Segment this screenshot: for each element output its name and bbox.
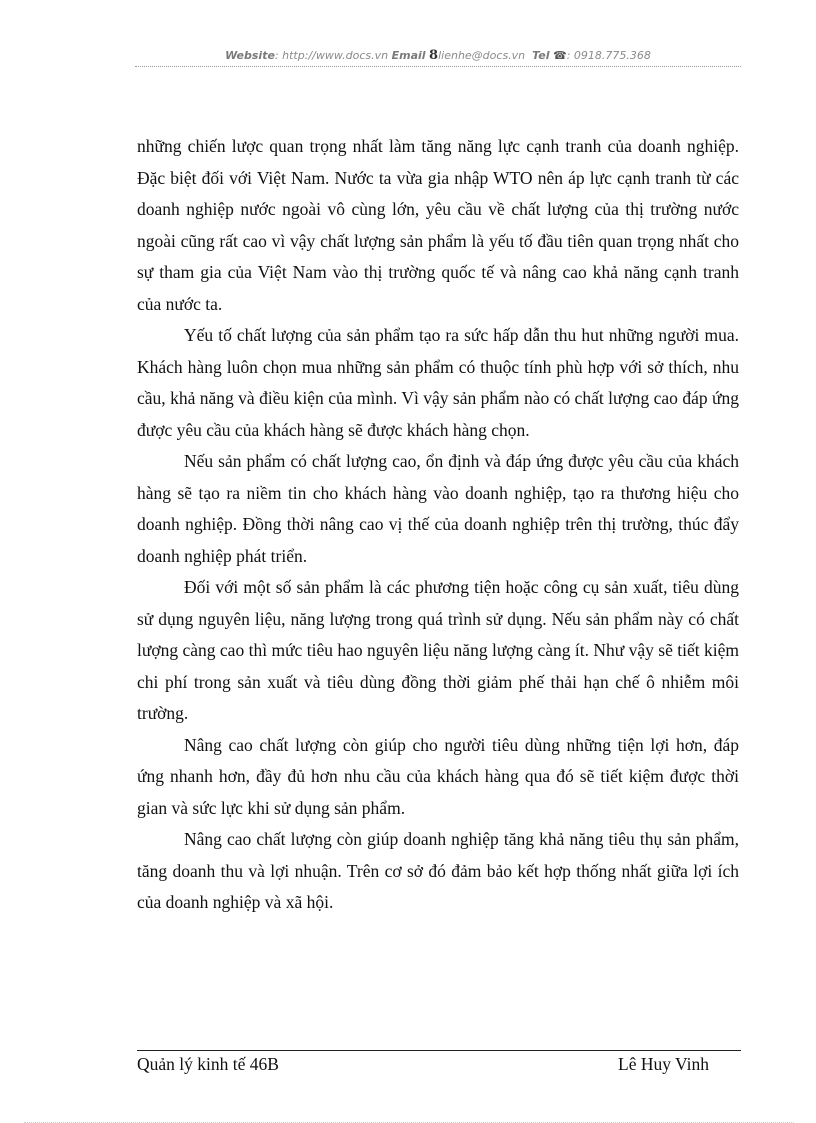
website-value: : http://www.docs.vn	[274, 49, 389, 62]
document-body	[137, 131, 739, 919]
website-label: Website	[225, 49, 275, 62]
paragraph: những chiến lược quan trọng nhất làm tăng năng lực cạnh tranh của doanh nghiệp. Đặc biệt đối với Việt Nam. Nước ta vừa gia nhập WTO nên áp lực cạnh tranh từ các doanh nghiệp nước ngoài vô cùng lớn, yêu cầu về chất lượng của thị trường nước ngoài cũng rất cao vì vậy chất lượng sản phẩm là yếu tố đầu tiên quan trọng nhất cho sự tham gia của Việt Nam vào thị trường quốc tế và nâng cao khả năng cạnh tranh của nước ta.	[137, 136, 739, 314]
tel-label: Tel	[532, 49, 550, 62]
footer-divider	[137, 1050, 741, 1051]
footer-author: Lê Huy Vinh	[618, 1054, 709, 1074]
paragraph: Nếu sản phẩm có chất lượng cao, ổn định và đáp ứng được yêu cầu của khách hàng sẽ tạo ra niềm tin cho khách hàng vào doanh nghiệp, tạo ra thương hiệu cho doanh nghiệp. Đồng thời nâng cao vị thế của doanh nghiệp trên thị trường, thúc đẩy doanh nghiệp phát triển.	[137, 451, 739, 566]
tel-value: : 0918.775.368	[566, 49, 651, 62]
email-value: lienhe@docs.vn	[438, 49, 526, 62]
paragraph: Nâng cao chất lượng còn giúp cho người tiêu dùng những tiện lợi hơn, đáp ứng nhanh hơn, đầy đủ hơn nhu cầu của khách hàng qua đó sẽ tiết kiệm được thời gian và sức lực khi sử dụng sản phẩm.	[137, 734, 739, 818]
page-header	[135, 48, 741, 63]
paragraph: Yếu tố chất lượng của sản phẩm tạo ra sức hấp dẫn thu hut những người mua. Khách hàng luôn chọn mua những sản phẩm có thuộc tính phù hợp với sở thích, nhu cầu, khả năng và điều kiện của mình. Vì vậy sản phẩm nào có chất lượng cao đáp ứng được yêu cầu của khách hàng sẽ được khách hàng chọn.	[137, 325, 739, 440]
paragraph: Đối với một số sản phẩm là các phương tiện hoặc công cụ sản xuất, tiêu dùng sử dụng nguyên liệu, năng lượng trong quá trình sử dụng. Nếu sản phẩm này có chất lượng càng cao thì mức tiêu hao nguyên liệu năng lượng càng ít. Như vậy sẽ tiết kiệm chi phí trong sản xuất và tiêu dùng đồng thời giảm phế thải hạn chế ô nhiễm môi trường.	[137, 577, 739, 723]
email-icon: 8	[429, 48, 439, 63]
header-divider	[135, 66, 741, 67]
phone-icon: ☎	[552, 49, 567, 62]
email-label: Email	[391, 49, 426, 62]
footer-class: Quản lý kinh tế 46B	[137, 1054, 279, 1074]
page-footer	[137, 1054, 709, 1075]
paragraph: Nâng cao chất lượng còn giúp doanh nghiệp tăng khả năng tiêu thụ sản phẩm, tăng doanh thu và lợi nhuận. Trên cơ sở đó đảm bảo kết hợp thống nhất giữa lợi ích của doanh nghiệp và xã hội.	[137, 829, 739, 912]
